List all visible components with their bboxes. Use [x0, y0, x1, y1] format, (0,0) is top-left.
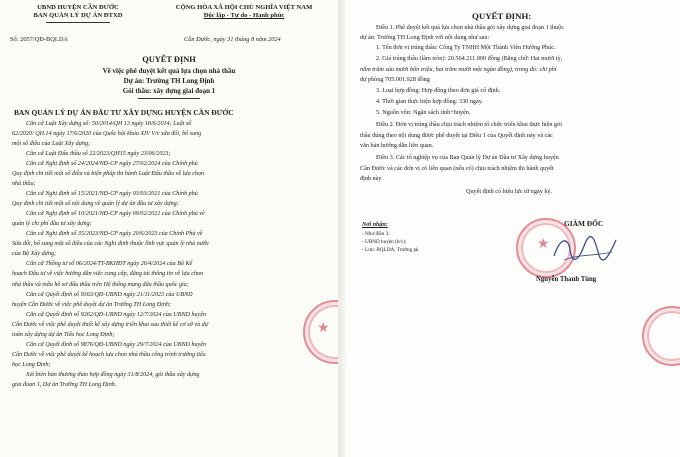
- recipient-item: - Như điều 3;: [362, 231, 390, 237]
- decision-title: QUYẾT ĐỊNH: [142, 55, 196, 64]
- decision-subtitle-2: Dự án: Trường TH Long Định: [123, 77, 215, 85]
- decision-article-line: định này.: [360, 175, 383, 182]
- decision-article-line: 4. Thời gian thực hiện hợp đồng: 330 ngày.: [376, 98, 483, 105]
- document-number: Số: 2057/QĐ-BQLDA: [10, 36, 69, 43]
- binding-gutter: [338, 0, 346, 457]
- nation-motto: Độc lập - Tự do - Hạnh phúc: [203, 12, 285, 19]
- place-date: Cần Đước, ngày 31 tháng 8 năm 2024: [184, 36, 281, 43]
- subtitle-underline: [138, 98, 200, 99]
- legal-basis-line: Căn cứ Nghị định số 35/2023/NĐ-CP ngày 20/6/2023 của Chính Phủ về: [26, 231, 203, 238]
- signature-icon: [550, 232, 620, 266]
- nation-line-1: CỘNG HÒA XÃ HỘI CHỦ NGHĨA VIỆT NAM: [175, 4, 313, 11]
- recipient-item: - UBND huyện (b/c);: [362, 239, 407, 245]
- legal-basis-line: một số điều của Luật Xây dựng;: [12, 141, 91, 148]
- decision-article-line: 2. Giá trúng thầu (làm tròn): 20.564.211.000 đồng (Bằng chữ: Hai mươi tỷ,: [376, 55, 563, 62]
- decision-article-line: dự án: Trường TH Long Định với nội dung như sau:: [360, 34, 490, 41]
- decision-article-line: Quyết định có hiệu lực từ ngày ký.: [466, 188, 553, 195]
- decision-page-left: [0, 0, 338, 457]
- agency-line-2: BAN QUẢN LÝ DỰ ÁN ĐTXD: [33, 12, 123, 19]
- legal-basis-line: quản lý chi phí đầu tư xây dựng;: [12, 221, 92, 228]
- legal-basis-line: hoạch Đầu tư về việc hướng dẫn việc cung cấp, đăng tải thông tin về lựa chọn: [12, 271, 204, 278]
- legal-basis-line: của Bộ Xây dựng;: [12, 251, 57, 258]
- seal-star-icon: ★: [537, 237, 550, 252]
- decision-article-line: Điều 1. Phê duyệt kết quả lựa chọn nhà thầu gói xây dựng giai đoạn 1 thuộc: [376, 24, 564, 31]
- legal-basis-line: Quy định chi tiết một số điều và biện pháp thi hành Luật Đấu thầu về lựa chọn: [12, 171, 205, 178]
- legal-basis-line: Căn cứ Luật Đấu thầu số 22/2023/QH15 ngày 23/06/2023;: [26, 151, 171, 158]
- decision-article-line: Cần Đước và các đơn vị có liên quan (nếu có) chịu trách nhiệm thi hành quyết: [360, 165, 554, 172]
- legal-basis-line: Căn cứ Quyết định số 9876/QĐ-UBND ngày 29/7/2024 của UBND huyện: [26, 341, 207, 348]
- decision-page-right: [346, 0, 680, 457]
- seal-star-icon: ★: [317, 321, 330, 336]
- legal-basis-line: Căn cứ Thông tư số 06/2024/TT-BKHĐT ngày 26/4/2024 của Bộ Kế: [26, 261, 193, 268]
- official-seal-edge: [642, 306, 680, 366]
- legal-basis-line: Căn cứ Nghị định số 15/2021/NĐ-CP ngày 03/03/2021 của Chính phủ: [26, 191, 198, 198]
- legal-basis-line: toán xây dựng dự án Tiểu học Long Định;: [12, 331, 115, 338]
- decision-article-line: văn bản hướng dẫn liên quan.: [360, 142, 434, 149]
- legal-basis-line: học Long Định;: [12, 361, 51, 368]
- legal-basis-line: giai đoạn 1, Dự án Trường TH Long Định.: [12, 381, 117, 388]
- issuing-authority: BAN QUẢN LÝ DỰ ÁN ĐẦU TƯ XÂY DỰNG HUYỆN CẦN ĐƯỚC: [14, 108, 234, 117]
- decision-article-line: 3. Loại hợp đồng: Hợp đồng theo đơn giá cố định.: [376, 87, 501, 94]
- decision-article-line: Điều 2. Đơn vị trúng thầu chịu trách nhiệm tổ chức triển khai thực hiện gói: [376, 121, 562, 128]
- legal-basis-line: Căn cứ Nghị định số 24/2024/NĐ-CP ngày 27/02/2024 của Chính phủ: [26, 161, 198, 168]
- legal-basis-line: Căn cứ Luật Xây dựng số: 50/2014/QH 13 ngày 18/6/2014; Luật số: [26, 121, 192, 127]
- legal-basis-line: 62/2020/ QH.14 ngày 17/6/2020 của Quốc hội khóa XIV V/v sửa đổi, bổ sung: [12, 131, 202, 138]
- legal-basis-line: Cần Đước về việc phê duyệt kế hoạch lựa chọn nhà thầu công trình trường tiểu: [12, 351, 206, 358]
- legal-basis-line: huyện Cần Đước về việc phê duyệt dự án Trường TH Long Định;: [12, 301, 171, 308]
- legal-basis-line: nhà thầu và mẫu hồ sơ đấu thầu trên Hệ thống mạng đấu thầu quốc gia;: [12, 281, 189, 288]
- agency-underline: [46, 22, 110, 23]
- legal-basis-line: Cần Đước về việc phê duyệt thiết kế xây dựng triển khai sau thiết kế cơ sở và dự: [12, 321, 209, 328]
- decision-article-line: 1. Tên đơn vị trúng thầu: Công Ty TNHH Một Thành Viên Hướng Phúc.: [376, 44, 556, 51]
- legal-basis-line: Sửa đổi, bổ sung một số điều của các Nghị định thuộc lĩnh vực quản lý nhà nước: [12, 241, 210, 248]
- decision-subtitle-3: Gói thầu: xây dựng giai đoạn 1: [122, 87, 216, 95]
- decision-article-line: dự phòng 705.001.928 đồng: [360, 76, 430, 83]
- signer-title: GIÁM ĐỐC: [564, 219, 604, 228]
- legal-basis-line: Căn cứ Quyết định số 9363/QĐ-UBND ngày 21/11/2023 của UBND: [26, 291, 193, 298]
- decision-article-line: Điều 3. Các tổ nghiệp vụ của Ban Quản lý Dự án Đầu tư Xây dựng huyện: [376, 154, 559, 161]
- legal-basis-line: Căn cứ Quyết định số 9262/QĐ-UBND ngày 12/7/2024 của UBND huyện: [26, 311, 207, 318]
- legal-basis-line: Xét biên bản thương thảo hợp đồng ngày 31/8/2024, gói thầu xây dựng: [26, 371, 200, 378]
- recipient-item: - Lưu: BQLDA, Trường pk: [362, 247, 419, 253]
- decision-article-line: thầu đúng theo nội dung được phê duyệt tại Điều 1 của Quyết định này và các: [360, 132, 553, 139]
- legal-basis-line: Căn cứ Nghị định số 10/2021/NĐ-CP ngày 09/02/2021 của Chính phủ về: [26, 211, 205, 218]
- signer-name: Nguyễn Thanh Tùng: [536, 276, 597, 283]
- decision-heading: QUYẾT ĐỊNH:: [472, 11, 532, 21]
- decision-subtitle-1: Về việc phê duyệt kết quả lựa chọn nhà thầu: [102, 67, 236, 75]
- decision-article-line: 5. Nguồn vốn: Ngân sách tỉnh+huyện.: [376, 109, 471, 116]
- legal-basis-line: nhà thầu;: [12, 181, 36, 188]
- agency-line-1: UBND HUYỆN CẦN ĐƯỚC: [37, 4, 119, 11]
- legal-basis-line: Quy định chi tiết một số nội dung về quản lý dự án đầu tư xây dựng;: [12, 201, 179, 208]
- decision-article-line: năm trăm sáu mươi bốn triệu, hai trăm mười một ngàn đồng), trong đó: chi phí: [360, 66, 557, 73]
- recipients-title: Nơi nhận:: [362, 222, 388, 228]
